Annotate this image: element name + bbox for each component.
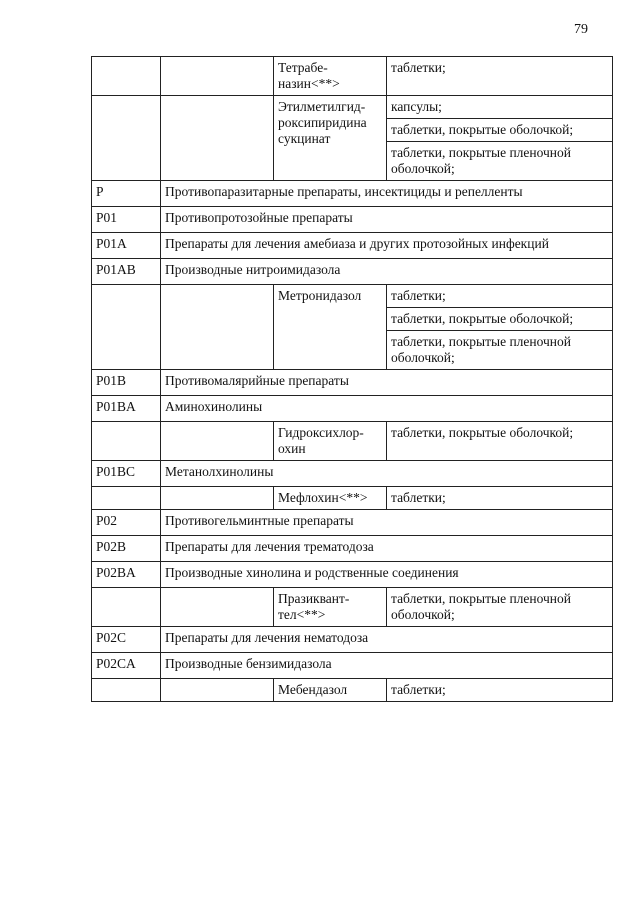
atc-code-cell: P01BA	[92, 396, 161, 422]
atc-code-cell: P01	[92, 207, 161, 233]
drug-form-row	[92, 57, 613, 96]
dosage-form-cell: капсулы;	[387, 96, 613, 119]
empty-group-cell	[161, 96, 274, 181]
drug-form-row	[92, 422, 613, 461]
empty-group-cell	[161, 588, 274, 627]
group-row	[92, 627, 613, 653]
empty-code-cell	[92, 285, 161, 370]
dosage-form-cell: таблетки;	[387, 679, 613, 702]
empty-group-cell	[161, 57, 274, 96]
drug-name-cell: Мебендазол	[274, 679, 387, 702]
drug-name-cell: Метронидазол	[274, 285, 387, 370]
empty-group-cell	[161, 422, 274, 461]
group-row	[92, 510, 613, 536]
group-row	[92, 396, 613, 422]
empty-code-cell	[92, 96, 161, 181]
empty-code-cell	[92, 588, 161, 627]
drug-name-cell: Гидроксихлор- охин	[274, 422, 387, 461]
page-number: 79	[574, 22, 588, 37]
dosage-form-cell: таблетки, покрытые пленочной оболочкой;	[387, 588, 613, 627]
atc-code-cell: P01BC	[92, 461, 161, 487]
group-title-cell: Противогельминтные препараты	[161, 510, 613, 536]
group-title-cell: Производные нитроимидазола	[161, 259, 613, 285]
group-row	[92, 233, 613, 259]
group-title-cell: Метанолхинолины	[161, 461, 613, 487]
empty-group-cell	[161, 679, 274, 702]
group-row	[92, 259, 613, 285]
atc-code-cell: P02C	[92, 627, 161, 653]
empty-code-cell	[92, 679, 161, 702]
drug-list-table	[91, 56, 613, 702]
drug-name-cell: Мефлохин<**>	[274, 487, 387, 510]
group-title-cell: Противопаразитарные препараты, инсектициды и репелленты	[161, 181, 613, 207]
atc-code-cell: P02CA	[92, 653, 161, 679]
empty-code-cell	[92, 422, 161, 461]
atc-code-cell: P02B	[92, 536, 161, 562]
dosage-form-cell: таблетки;	[387, 57, 613, 96]
group-title-cell: Аминохинолины	[161, 396, 613, 422]
group-title-cell: Препараты для лечения амебиаза и других протозойных инфекций	[161, 233, 613, 259]
drug-form-row	[92, 679, 613, 702]
group-title-cell: Противопротозойные препараты	[161, 207, 613, 233]
group-row	[92, 536, 613, 562]
empty-code-cell	[92, 487, 161, 510]
group-title-cell: Препараты для лечения нематодоза	[161, 627, 613, 653]
dosage-form-cell: таблетки, покрытые пленочной оболочкой;	[387, 331, 613, 370]
empty-group-cell	[161, 487, 274, 510]
atc-code-cell: P01B	[92, 370, 161, 396]
atc-code-cell: P02BA	[92, 562, 161, 588]
atc-code-cell: P	[92, 181, 161, 207]
dosage-form-cell: таблетки;	[387, 487, 613, 510]
atc-code-cell: P01AB	[92, 259, 161, 285]
drug-form-row	[92, 588, 613, 627]
drug-name-cell: Тетрабе- назин<**>	[274, 57, 387, 96]
group-row	[92, 562, 613, 588]
empty-group-cell	[161, 285, 274, 370]
group-row	[92, 181, 613, 207]
dosage-form-cell: таблетки;	[387, 285, 613, 308]
drug-form-row	[92, 96, 613, 119]
group-row	[92, 653, 613, 679]
dosage-form-cell: таблетки, покрытые оболочкой;	[387, 119, 613, 142]
atc-code-cell: P01A	[92, 233, 161, 259]
empty-code-cell	[92, 57, 161, 96]
group-title-cell: Производные хинолина и родственные соединения	[161, 562, 613, 588]
group-row	[92, 207, 613, 233]
drug-form-row	[92, 487, 613, 510]
drug-form-row	[92, 285, 613, 308]
atc-code-cell: P02	[92, 510, 161, 536]
group-title-cell: Противомалярийные препараты	[161, 370, 613, 396]
group-title-cell: Препараты для лечения трематодоза	[161, 536, 613, 562]
dosage-form-cell: таблетки, покрытые оболочкой;	[387, 308, 613, 331]
drug-name-cell: Этилметилгид- роксипиридина сукцинат	[274, 96, 387, 181]
dosage-form-cell: таблетки, покрытые пленочной оболочкой;	[387, 142, 613, 181]
group-row	[92, 370, 613, 396]
group-row	[92, 461, 613, 487]
group-title-cell: Производные бензимидазола	[161, 653, 613, 679]
drug-name-cell: Празиквант- тел<**>	[274, 588, 387, 627]
dosage-form-cell: таблетки, покрытые оболочкой;	[387, 422, 613, 461]
